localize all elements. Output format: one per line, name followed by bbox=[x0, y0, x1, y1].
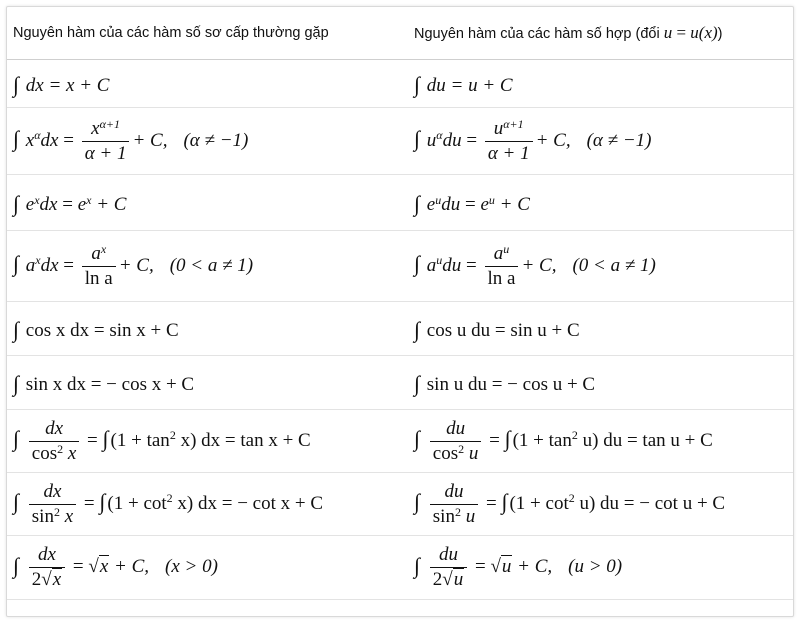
formula-text: a bbox=[25, 254, 36, 276]
formula-text: dx bbox=[29, 544, 65, 568]
antiderivative-table bbox=[7, 7, 793, 600]
formula-text: du bbox=[430, 418, 482, 442]
formula-text: u) du = − cot u + C bbox=[574, 492, 726, 514]
fraction bbox=[430, 418, 482, 465]
formula-text: + C, bbox=[512, 555, 553, 577]
formula-text: + C, bbox=[535, 129, 571, 151]
formula-text: cos bbox=[432, 442, 459, 464]
formula-text: sin x dx = − cos x + C bbox=[25, 373, 195, 395]
formula-exp: 2 bbox=[169, 428, 176, 443]
formula-exp: 2 bbox=[57, 441, 64, 456]
formula-text: du bbox=[430, 481, 478, 505]
table-row bbox=[7, 231, 793, 302]
formula-exp: u bbox=[488, 192, 495, 207]
formula-radicand: u bbox=[501, 555, 512, 577]
formula-condition: (0 < a ≠ 1) bbox=[572, 254, 656, 276]
formula-text: (1 + tan bbox=[110, 429, 170, 451]
formula-exp: α bbox=[34, 128, 41, 143]
formula-exp: 2 bbox=[53, 504, 60, 519]
formula-cell: ∫ dx = x + C bbox=[7, 60, 408, 108]
formula-text: + C bbox=[499, 193, 530, 215]
formula-text: du bbox=[442, 254, 462, 276]
formula-text: 2 bbox=[31, 569, 42, 590]
formula-cell: ∫ $\frac{dx}{2√x}$ = √x + C, (x > 0) bbox=[7, 536, 408, 600]
formula-radicand: u bbox=[453, 569, 464, 590]
formula-exp: 2 bbox=[166, 491, 173, 506]
fraction: $\frac{du}{2√u}$ bbox=[430, 544, 467, 591]
fraction bbox=[82, 243, 116, 290]
formula-text: x bbox=[63, 442, 77, 464]
table-row bbox=[7, 302, 793, 356]
formula-text: dx bbox=[40, 254, 59, 276]
formula-text: e bbox=[480, 193, 489, 215]
formula-cell: ∫ $\frac{du}{\cos^2 u}$ = ∫ $(1 + \tan^2 u)$ du = tan u + C bbox=[408, 410, 793, 473]
formula-text: (1 + tan bbox=[512, 429, 572, 451]
formula-text: u bbox=[426, 129, 437, 151]
formula-exp: u bbox=[503, 241, 510, 256]
formula-text: du bbox=[430, 544, 467, 568]
formula-text: x) dx = tan x + C bbox=[175, 429, 311, 451]
formula-text: x bbox=[91, 117, 100, 139]
fraction bbox=[485, 243, 519, 290]
table-row bbox=[7, 473, 793, 536]
formula-text: = u + C bbox=[445, 74, 513, 96]
formula-text: + C bbox=[96, 193, 127, 215]
header-composite bbox=[408, 7, 793, 60]
formula-exp: 2 bbox=[568, 491, 575, 506]
formula-text: dx bbox=[40, 129, 59, 151]
formula-radicand: x bbox=[99, 555, 109, 577]
formula-text: dx bbox=[39, 193, 58, 215]
formula-condition: (u > 0) bbox=[568, 555, 623, 577]
formula-cell: ∫ $a^udu$ = $\frac{a^u}{\text{ln a}}$ + C, (0 < a ≠ 1) bbox=[408, 231, 793, 302]
formula-text: dx bbox=[29, 418, 80, 442]
formula-text: (1 + cot bbox=[107, 492, 167, 514]
formula-condition: (α ≠ −1) bbox=[586, 129, 652, 151]
formula-text: cos bbox=[31, 442, 58, 464]
table-header-row bbox=[7, 7, 793, 60]
formula-text: a bbox=[426, 254, 437, 276]
formula-text: + C, bbox=[118, 254, 154, 276]
formula-exp: α+1 bbox=[503, 116, 524, 131]
table-row bbox=[7, 175, 793, 231]
formula-table-frame bbox=[6, 6, 794, 617]
formula-cell: ∫ sin u du = − cos u + C bbox=[408, 356, 793, 410]
formula-text: u bbox=[464, 442, 479, 464]
formula-text: x) dx = − cot x + C bbox=[172, 492, 324, 514]
formula-text: + C, bbox=[109, 555, 149, 577]
formula-text: (1 + cot bbox=[509, 492, 569, 514]
formula-text: = bbox=[68, 555, 89, 577]
fraction: $\frac{dx}{2√x}$ bbox=[29, 544, 65, 591]
formula-exp: x bbox=[34, 192, 40, 207]
formula-condition: (x > 0) bbox=[165, 555, 218, 577]
formula-cell: ∫ $e^udu = e^u + C$ bbox=[408, 175, 793, 231]
formula-text: cos x dx = sin x + C bbox=[25, 319, 179, 341]
formula-cell: ∫ $x^\alpha dx$ = $\frac{x^{\alpha+1}}{\alpha + 1}$ + C, (α ≠ −1) bbox=[7, 108, 408, 175]
formula-text: 2 bbox=[432, 569, 443, 590]
formula-radicand: x bbox=[52, 569, 62, 590]
formula-text: ln a bbox=[487, 267, 516, 289]
formula-text: = bbox=[82, 429, 103, 451]
formula-text: + C, bbox=[521, 254, 557, 276]
formula-text: x bbox=[59, 505, 74, 527]
table-row bbox=[7, 410, 793, 473]
formula-cell: ∫ $\frac{du}{2√u}$ = √u + C, (u > 0) bbox=[408, 536, 793, 600]
formula-text: sin bbox=[432, 505, 455, 527]
fraction bbox=[485, 118, 533, 165]
formula-cell: ∫ du = u + C bbox=[408, 60, 793, 108]
header-eq: = bbox=[672, 23, 691, 42]
formula-condition: (α ≠ −1) bbox=[183, 129, 249, 151]
formula-cell: ∫ sin x dx = − cos x + C bbox=[7, 356, 408, 410]
formula-text: a bbox=[91, 242, 101, 264]
formula-text: a bbox=[493, 242, 504, 264]
formula-text: cos u du = sin u + C bbox=[426, 319, 580, 341]
table-row bbox=[7, 108, 793, 175]
fraction bbox=[29, 418, 80, 465]
formula-cell: ∫ $a^xdx$ = $\frac{a^x}{\text{ln a}}$ + C, (0 < a ≠ 1) bbox=[7, 231, 408, 302]
formula-text: + C, bbox=[132, 129, 168, 151]
header-fn: u bbox=[690, 23, 699, 42]
formula-text: du bbox=[442, 129, 462, 151]
formula-cell: ∫ $u^\alpha du$ = $\frac{u^{\alpha+1}}{\alpha + 1}$ + C, (α ≠ −1) bbox=[408, 108, 793, 175]
formula-exp: α+1 bbox=[99, 116, 120, 131]
formula-text: = x + C bbox=[43, 74, 110, 96]
formula-exp: 2 bbox=[458, 441, 465, 456]
header-elementary bbox=[7, 7, 408, 60]
formula-text: u bbox=[493, 117, 504, 139]
formula-exp: 2 bbox=[454, 504, 461, 519]
table-row bbox=[7, 60, 793, 108]
formula-cell: ∫ $\frac{du}{\sin^2 u}$ = ∫ $(1 + \cot^2 u)$ du = − cot u + C bbox=[408, 473, 793, 536]
formula-text: du bbox=[426, 74, 446, 96]
table-row bbox=[7, 356, 793, 410]
header-var: u bbox=[663, 23, 673, 42]
header-arg: (x) bbox=[698, 23, 718, 42]
formula-exp: α bbox=[436, 128, 443, 143]
formula-exp: x bbox=[35, 253, 41, 268]
header-elementary-label: Nguyên hàm của các hàm số sơ cấp thường gặp bbox=[13, 25, 329, 41]
header-composite-label: Nguyên hàm của các hàm số hợp (đổi bbox=[414, 26, 660, 42]
formula-text: e bbox=[25, 193, 35, 215]
table-row bbox=[7, 536, 793, 600]
formula-text: ln a bbox=[84, 267, 113, 289]
formula-text: α + 1 bbox=[84, 142, 127, 164]
fraction bbox=[430, 481, 478, 528]
formula-text: dx bbox=[29, 481, 76, 505]
formula-text: dx bbox=[25, 74, 44, 96]
formula-exp: x bbox=[86, 192, 92, 207]
formula-text: = bbox=[484, 429, 505, 451]
formula-text: sin u du = − cos u + C bbox=[426, 373, 596, 395]
formula-text: sin bbox=[31, 505, 54, 527]
formula-exp: x bbox=[100, 241, 107, 256]
formula-text: e bbox=[426, 193, 436, 215]
formula-text: u bbox=[460, 505, 476, 527]
formula-cell: ∫ cos x dx = sin x + C bbox=[7, 302, 408, 356]
formula-cell: ∫ cos u du = sin u + C bbox=[408, 302, 793, 356]
formula-condition: (0 < a ≠ 1) bbox=[169, 254, 254, 276]
fraction bbox=[29, 481, 76, 528]
formula-cell: ∫ $e^xdx = e^x + C$ bbox=[7, 175, 408, 231]
formula-cell: ∫ $\frac{dx}{\sin^2 x}$ = ∫ $(1 + \cot^2 x)$ dx = − cot x + C bbox=[7, 473, 408, 536]
formula-exp: 2 bbox=[571, 428, 578, 443]
formula-text: u) du = tan u + C bbox=[577, 429, 713, 451]
formula-text: e bbox=[77, 193, 87, 215]
formula-text: = bbox=[481, 492, 502, 514]
formula-text: α + 1 bbox=[487, 142, 530, 164]
formula-cell: ∫ $\frac{dx}{\cos^2 x}$ = ∫ $(1 + \tan^2 x)$ dx = tan x + C bbox=[7, 410, 408, 473]
formula-text: = bbox=[470, 555, 491, 577]
formula-text: x bbox=[25, 129, 35, 151]
formula-exp: u bbox=[436, 253, 443, 268]
header-close: ) bbox=[717, 26, 723, 42]
formula-exp: u bbox=[435, 192, 442, 207]
formula-text: du bbox=[441, 193, 461, 215]
formula-text: = bbox=[79, 492, 100, 514]
fraction bbox=[82, 118, 130, 165]
